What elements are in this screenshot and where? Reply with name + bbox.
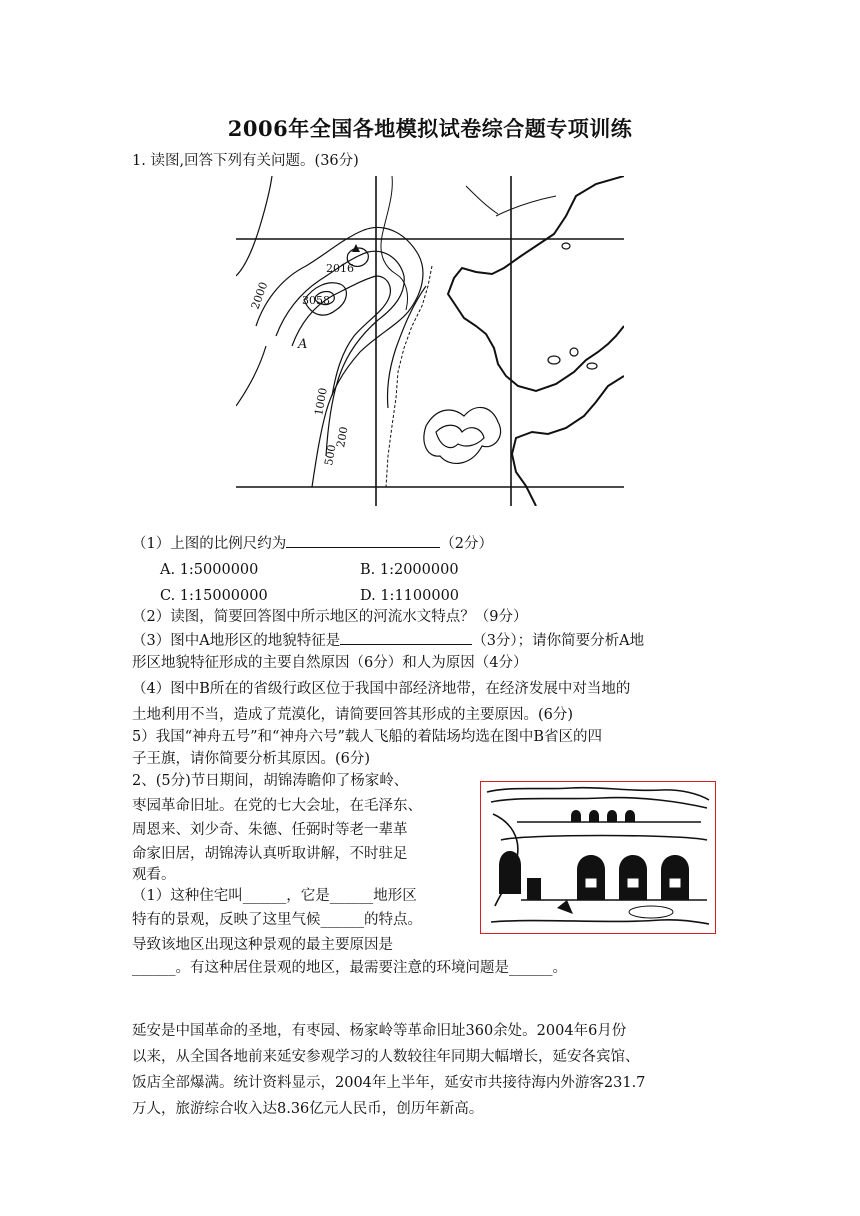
- option-d: D. 1:1100000: [360, 588, 460, 604]
- question-1-part-4: （4）图中B所在的省级行政区位于我国中部经济地带，在经济发展中对当地的: [132, 681, 631, 697]
- question-2-line: 周恩来、刘少奇、朱德、任弼时等老一辈革: [132, 822, 408, 838]
- question-2-line: （1）这种住宅叫______，它是______地形区: [132, 888, 417, 904]
- option-b: B. 1:2000000: [360, 562, 459, 578]
- map-label-3058: 3058: [302, 294, 330, 307]
- map-label-2016: 2016: [326, 262, 354, 275]
- question-2-line: 命家旧居，胡锦涛认真听取讲解，不时驻足: [132, 846, 408, 862]
- map-label-200: 200: [334, 425, 351, 449]
- map-label-500: 500: [322, 443, 339, 467]
- question-2-line: 导致该地区出现这种景观的最主要原因是: [132, 937, 393, 953]
- topographic-map: [236, 176, 624, 506]
- map-label-a: A: [298, 337, 308, 352]
- passage-line: 万人，旅游综合收入达8.36亿元人民币，创历年新高。: [132, 1101, 484, 1117]
- question-1-part-2: （2）读图，简要回答图中所示地区的河流水文特点？（9分）: [132, 609, 528, 625]
- option-c: C. 1:15000000: [160, 588, 268, 604]
- question-1-stem: 1. 读图,回答下列有关问题。(36分): [132, 153, 359, 169]
- option-a: A. 1:5000000: [160, 562, 259, 578]
- question-2-line: 枣园革命旧址。在党的七大会址，在毛泽东、: [132, 798, 422, 814]
- cave-dwelling-sketch: [481, 782, 714, 932]
- passage-line: 延安是中国革命的圣地，有枣园、杨家岭等革命旧址360余处。2004年6月份: [132, 1023, 627, 1039]
- question-2-line: 2、(5分)节日期间，胡锦涛瞻仰了杨家岭、: [132, 773, 409, 789]
- map-label-2000: 2000: [248, 280, 271, 312]
- question-1-part-5: 5）我国“神舟五号”和“神舟六号”载人飞船的着陆场均选在图中B省区的四: [132, 729, 603, 745]
- question-2-line: 观看。: [132, 867, 176, 883]
- question-2-line: 特有的景观，反映了这里气候______的特点。: [132, 912, 422, 928]
- page-title: 2006年全国各地模拟试卷综合题专项训练: [227, 116, 633, 141]
- question-1-part-1: （1）上图的比例尺约为 （2分）: [132, 533, 493, 555]
- question-1-part-4-cont: 土地利用不当，造成了荒漠化，请简要回答其形成的主要原因。(6分): [132, 707, 574, 723]
- answer-blank: [286, 533, 440, 548]
- passage-line: 以来，从全国各地前来延安参观学习的人数较往年同期大幅增长，延安各宾馆、: [132, 1049, 640, 1065]
- question-1-part-3: （3）图中A地形区的地貌特征是 （3分）；请你简要分析A地: [132, 630, 644, 652]
- question-1-part-3-cont: 形区地貌特征形成的主要自然原因（6分）和人为原因（4分）: [132, 655, 528, 671]
- map-label-1000: 1000: [312, 386, 330, 417]
- question-1-part-5-cont: 子王旗，请你简要分析其原因。(6分): [132, 751, 371, 767]
- passage-line: 饭店全部爆满。统计资料显示，2004年上半年，延安市共接待海内外游客231.7: [132, 1075, 646, 1091]
- cave-dwelling-figure: [480, 781, 716, 934]
- answer-blank: [340, 630, 472, 645]
- question-2-line: ______。有这种居住景观的地区，最需要注意的环境问题是______。: [132, 960, 567, 976]
